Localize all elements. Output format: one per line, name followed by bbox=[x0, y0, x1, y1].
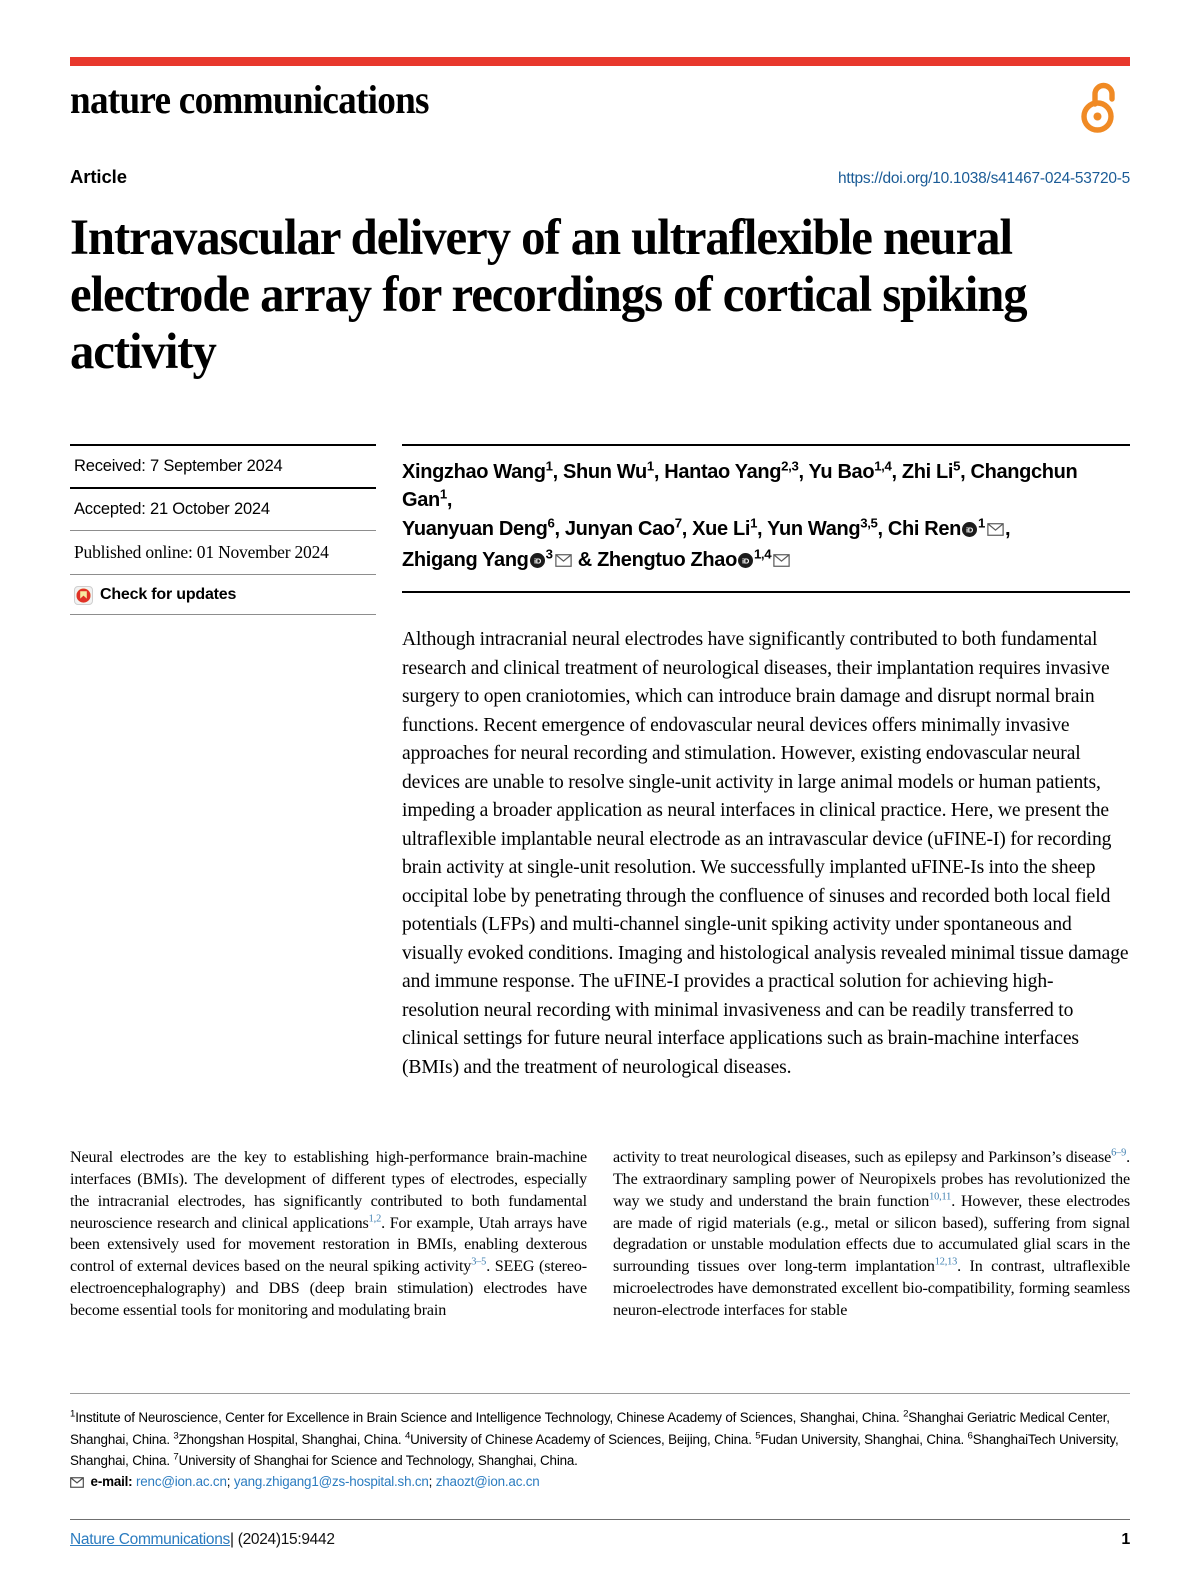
orcid-id-icon[interactable] bbox=[962, 517, 977, 546]
author-list bbox=[402, 446, 1130, 577]
author-line-2: Yuanyuan Deng$^6$, Junyan Cao$^7$, Xue Li$^1$, Yun Wang$^{3,5}$, Chi Ren iD $^1$ , bbox=[402, 515, 1130, 546]
accepted-date: Accepted: 21 October 2024 bbox=[74, 499, 270, 518]
open-access-lock-icon bbox=[1078, 78, 1128, 143]
check-for-updates-label: Check for updates bbox=[100, 586, 237, 604]
orcid-id-icon[interactable] bbox=[530, 548, 545, 577]
corresponding-author-envelope-icon[interactable] bbox=[773, 547, 790, 576]
corresponding-emails: e-mail: renc@ion.ac.cn; yang.zhigang1@zs-hospital.sh.cn; zhaozt@ion.ac.cn bbox=[70, 1474, 1130, 1491]
svg-text:iD: iD bbox=[966, 525, 974, 535]
page-footer bbox=[70, 1519, 1130, 1549]
journal-name-link[interactable]: Nature Communications bbox=[70, 1531, 230, 1548]
email-label: e-mail: bbox=[90, 1474, 133, 1490]
masthead bbox=[70, 77, 1130, 142]
meta-abstract-grid bbox=[70, 444, 1130, 1102]
article-type-label: Article bbox=[70, 166, 127, 187]
svg-text:iD: iD bbox=[533, 556, 541, 566]
authors-and-abstract bbox=[402, 444, 1130, 1102]
page-number: 1 bbox=[1121, 1531, 1130, 1548]
volume-citation: | (2024)15:9442 bbox=[229, 1531, 335, 1548]
affiliations-text: $^1$Institute of Neuroscience, Center for Excellence in Brain Science and Intelligence Technology, Chinese Academy of Sciences, Shanghai, China. $^2$Shanghai Geriatric Medical Center, Shanghai, China. $^3$Zhongshan Hospital, Shanghai, China. $^4$University of Chinese Academy of Sciences, Beijing, China. $^5$Fudan University, Shanghai, China. $^6$ShanghaiTech University, Shanghai, China. $^7$University of Shanghai for Science and Technology, Shanghai, China. bbox=[70, 1393, 1130, 1472]
publication-history bbox=[70, 444, 402, 1102]
svg-text:iD: iD bbox=[741, 556, 749, 566]
author-line-2-comma: , bbox=[1005, 518, 1011, 541]
published-date: Published online: 01 November 2024 bbox=[74, 541, 329, 562]
check-for-updates-button[interactable] bbox=[70, 575, 376, 614]
brand-accent-bar bbox=[70, 57, 1130, 66]
author-line-3: Zhigang Yang iD $^3$ & Zhengtuo Zhao iD $^{1,4}$ bbox=[402, 546, 1130, 577]
affiliations-block bbox=[70, 1393, 1130, 1491]
envelope-icon bbox=[70, 1476, 88, 1491]
corresponding-author-envelope-icon[interactable] bbox=[555, 547, 572, 576]
body-column-left: Neural electrodes are the key to establishing high-performance brain-machine interfaces (BMIs). The development of different types of electrodes, especially the intracranial electrodes, has significantly contributed to both fundamental neuroscience research and clinical applications$^{1,2}$. For example, Utah arrays have been extensively used for movement restoration in BMIs, enabling dexterous control of external devices based on the neural spiking activity$^{3-5}$. SEEG (stereo-electroencephalography) and DBS (deep brain stimulation) electrodes have become essential tools for monitoring and modulating brain bbox=[70, 1148, 587, 1320]
email-link-3[interactable]: zhaozt@ion.ac.cn bbox=[435, 1474, 540, 1490]
body-column-right: activity to treat neurological diseases, such as epilepsy and Parkinson’s disease$^{6-9}$. The extraordinary sampling power of Neuropixels probes has revolutionized the way we study and understand the brain function$^{10,11}$. However, these electrodes are made of rigid materials (e.g., metal or silicon based), suffering from signal degradation or unstable modulation effects due to accumulated glial scars in the surrounding tissues over long-term implantation$^{12,13}$. In contrast, ultraflexible microelectrodes have demonstrated excellent bio-compatibility, forming seamless neuron-electrode interfaces for stable bbox=[613, 1147, 1130, 1320]
article-type-row bbox=[70, 166, 1130, 188]
introduction-body bbox=[70, 1147, 1130, 1322]
received-date: Received: 7 September 2024 bbox=[74, 456, 283, 475]
journal-wordmark: nature communications bbox=[70, 77, 429, 122]
orcid-id-icon[interactable] bbox=[738, 548, 753, 577]
email-link-1[interactable]: renc@ion.ac.cn bbox=[136, 1474, 227, 1490]
doi-link[interactable]: https://doi.org/10.1038/s41467-024-53720-5 bbox=[838, 170, 1130, 187]
corresponding-author-envelope-icon[interactable] bbox=[987, 516, 1004, 545]
page-title: Intravascular delivery of an ultraflexible neural electrode array for recordings of cortical spiking activity bbox=[70, 210, 1027, 380]
email-link-2[interactable]: yang.zhigang1@zs-hospital.sh.cn bbox=[233, 1474, 429, 1490]
footer-citation bbox=[70, 1531, 335, 1549]
abstract-text: Although intracranial neural electrodes have significantly contributed to both fundamental research and clinical treatment of neurological diseases, their implantation requires invasive surgery to open craniotomies, which can introduce brain damage and disrupt normal brain functions. Recent emergence of endovascular neural devices offers minimally invasive approaches for neural recording and stimulation. However, existing endovascular neural devices are unable to resolve single-unit activity in large animal models or human patients, impeding a broader application as neural interfaces in clinical practice. Here, we present the ultraflexible implantable neural electrode as an intravascular device (uFINE-I) for recording brain activity at single-unit resolution. We successfully implanted uFINE-Is into the sheep occipital lobe by penetrating through the confluence of sinuses and recorded both local field potentials (LFPs) and multi-channel single-unit spiking activity under spontaneous and visually evoked conditions. Imaging and histological analysis revealed minimal tissue damage and immune response. The uFINE-I provides a practical solution for achieving high-resolution neural recording with minimal invasiveness and can be readily transferred to clinical settings for future neural interface applications such as brain-machine interfaces (BMIs) and the treatment of neurological diseases. bbox=[402, 629, 1129, 1078]
crossmark-icon bbox=[74, 586, 93, 605]
author-line-1: Xingzhao Wang$^1$, Shun Wu$^1$, Hantao Yang$^{2,3}$, Yu Bao$^{1,4}$, Zhi Li$^5$, Changchun Gan$^1$, bbox=[402, 457, 1078, 512]
